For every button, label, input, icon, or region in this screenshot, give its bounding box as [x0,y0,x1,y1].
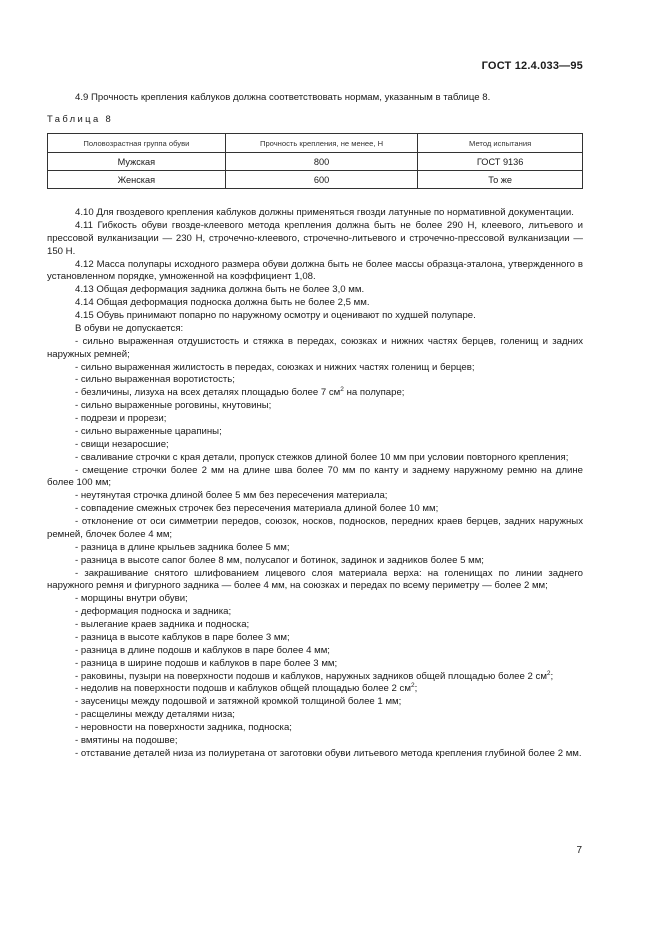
table-8 [47,133,583,189]
list-item: - морщины внутри обуви; [75,593,188,605]
table-header-row [48,134,583,153]
list-item: - деформация подноска и задника; [75,606,232,618]
table-caption: Таблица 8 [47,113,114,124]
list-item: - вылегание краев задника и подноска; [75,619,250,630]
list-item: - сильно выраженная воротистость; [75,374,235,386]
standard-code: ГОСТ 12.4.033—95 [481,60,583,72]
table-cell: То же [418,171,583,189]
table-header-cell: Метод испытания [418,134,583,153]
list-item: - сильно выраженная отдушистость и стяжка в передах, союзках и нижних частях берцев, голенищ и задних наружных ремней; [47,335,583,360]
list-item: - безличины, лизуха на всех деталях площадью более 7 $см^2$ на полупаре; [75,386,405,399]
list-item: - свищи незаросшие; [75,438,169,450]
list-item: - совпадение смежных строчек без пересечения материала длиной более 10 мм; [75,503,439,515]
list-item: 4.12 Масса полупары исходного размера обуви должна быть не более массы образца-эталона, утвержденного в установленном порядке, умноженной на коэффициент 1,08. [47,258,583,283]
table-cell: Мужская [48,153,226,171]
list-item: - смещение строчки более 2 мм на длине шва более 70 мм по канту и заднему наружному ремню на длине более 100 мм; [47,464,583,489]
list-item: - разница в высоте каблуков в паре более 3 мм; [75,631,290,643]
list-item: - недолив на поверхности подошв и каблуков общей площадью более 2 $см^2$; [75,682,418,695]
list-item: - разница в длине подошв и каблуков в паре более 4 мм; [75,644,330,656]
list-item: 4.14 Общая деформация подноска должна быть не более 2,5 мм. [75,297,370,309]
table-header-cell: Половозрастная группа обуви [48,134,226,153]
list-item: - разница в длине крыльев задника более 5 мм; [75,541,290,553]
list-item: - заусеницы между подошвой и затяжной кромкой толщиной более 1 мм; [75,696,402,708]
paragraph-4-9: 4.9 Прочность крепления каблуков должна соответствовать нормам, указанным в таблице 8. [75,92,491,103]
list-item: - неутянутая строчка длиной более 5 мм без пересечения материала; [75,490,388,502]
list-item: - неровности на поверхности задника, подноска; [75,722,292,733]
body-text [47,207,583,761]
list-item: - отклонение от оси симметрии передов, союзок, носков, подносков, передних краев берцев, задних наружных ремней, блочек более 4 мм; [47,516,583,540]
list-item: 4.13 Общая деформация задника должна быть не более 3,0 мм. [75,284,365,296]
table-cell: 800 [225,153,417,171]
list-item: 4.10 Для гвоздевого крепления каблуков должны применяться гвозди латунные по нормативной документации. [75,207,574,218]
list-item: - расщелины между деталями низа; [75,709,235,721]
page-number: 7 [576,845,582,856]
table-row [48,171,583,189]
table-cell: Женская [48,171,226,189]
list-item: - разница в высоте сапог более 8 мм, полусапог и ботинок, задинок и задников более 5 мм; [75,554,484,566]
list-item: - сильно выраженные царапины; [75,425,222,437]
list-item: - сваливание строчки с края детали, пропуск стежков длиной более 10 мм при условии повторного крепления; [75,451,569,463]
list-item: - разница в ширине подошв и каблуков в паре более 3 мм; [75,657,338,669]
table-cell: ГОСТ 9136 [418,153,583,171]
list-item: - вмятины на подошве; [75,734,178,746]
list-item: В обуви не допускается: [75,322,184,334]
list-item: 4.15 Обувь принимают попарно по наружному осмотру и оценивают по худшей полупаре. [75,310,476,321]
list-item: - сильно выраженная жилистость в передах, союзках и нижних частях голенищ и берцев; [75,361,475,373]
list-item: - закрашивание снятого шлифованием лицевого слоя материала верха: на голенищах по линии заднего наружного ремня и фигурного задника — более 4 мм, на союзках и передах по всему периметру — более 2 мм; [47,567,583,592]
list-item: - сильно выраженные роговины, кнутовины; [75,400,272,412]
list-item: - подрези и прорези; [75,413,167,424]
table-row [48,153,583,171]
list-item: - раковины, пузыри на поверхности подошв и каблуков, наружных задников общей площадью более 2 $см^2$; [75,669,554,682]
table-header-cell: Прочность крепления, не менее, Н [225,134,417,153]
list-item: 4.11 Гибкость обуви гвоздe-клеевого метода крепления должна быть не более 290 Н, клеевого, литьевого и прессовой вулканизации — 230 Н, строчечно-клеевого, строчечно-литьевого и строчечно-прессовой вулканизации — 150 Н. [47,219,583,257]
table-cell: 600 [225,171,417,189]
list-item: - отставание деталей низа из полиуретана от заготовки обуви литьевого метода крепления глубиной более 2 мм. [75,747,582,759]
